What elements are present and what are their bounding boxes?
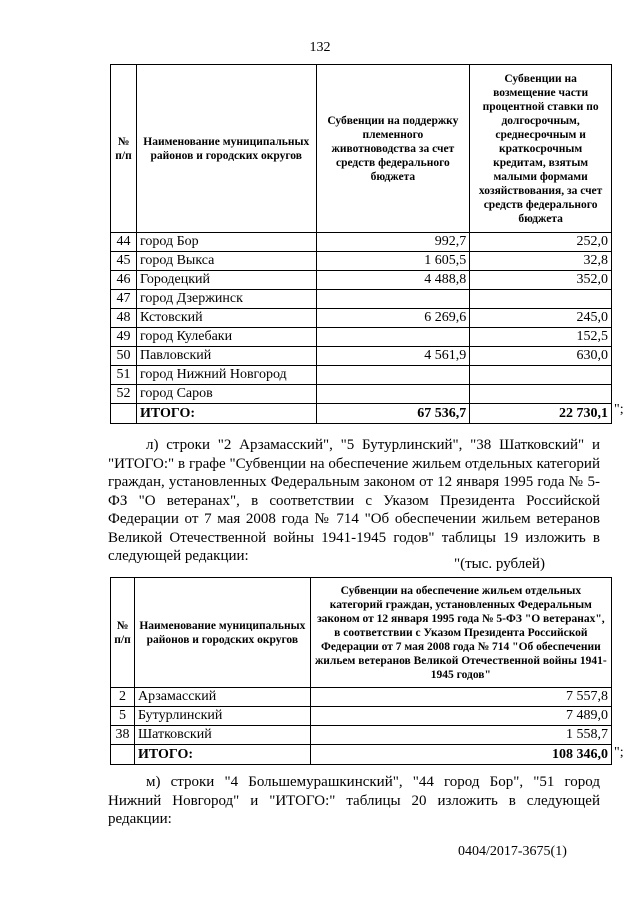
row-name: Городецкий xyxy=(136,271,316,290)
row-num: 47 xyxy=(111,290,137,309)
row-name: город Нижний Новгород xyxy=(136,366,316,385)
table-row xyxy=(111,347,612,366)
table-row xyxy=(111,385,612,404)
row-num: 45 xyxy=(111,252,137,271)
row-value-1 xyxy=(316,290,470,309)
total-value-2: 22 730,1 xyxy=(470,404,612,424)
row-value: 7 557,8 xyxy=(310,688,611,707)
row-name: город Дзержинск xyxy=(136,290,316,309)
table-row xyxy=(111,707,612,726)
row-value-1: 4 561,9 xyxy=(316,347,470,366)
table-row xyxy=(111,328,612,347)
row-num: 52 xyxy=(111,385,137,404)
header-interest-subsidy: Субвенции на возмещение части процентной ставки по долгосрочным, среднесрочным и краткосрочным кредитам, взятым малыми формами хозяйствования, за счет средств федерального бюджета xyxy=(470,65,612,233)
row-name: город Выкса xyxy=(136,252,316,271)
row-num: 51 xyxy=(111,366,137,385)
t2-total-label: ИТОГО: xyxy=(134,745,310,765)
row-value-1: 992,7 xyxy=(316,233,470,252)
row-num: 5 xyxy=(111,707,135,726)
row-value-2 xyxy=(470,366,612,385)
row-value-2: 352,0 xyxy=(470,271,612,290)
t2-header-housing-subsidy: Субвенции на обеспечение жильем отдельных категорий граждан, установленных Федеральным законом от 12 января 1995 года № 5-ФЗ "О ветеранах", в соответствии с Указом Президента Российской Федерации от 7 мая 2008 года № 714 "Об обеспечении жильем ветеранов Великой Отечественной войны 1941-1945 годов" xyxy=(310,578,611,688)
row-name: Шатковский xyxy=(134,726,310,745)
row-value: 1 558,7 xyxy=(310,726,611,745)
row-name: Кстовский xyxy=(136,309,316,328)
header-num: № п/п xyxy=(111,65,137,233)
table-row xyxy=(111,309,612,328)
t2-total-value: 108 346,0 xyxy=(310,745,611,765)
t2-total-num-cell xyxy=(111,745,135,765)
row-value-1: 1 605,5 xyxy=(316,252,470,271)
row-value-2: 32,8 xyxy=(470,252,612,271)
row-name: город Кулебаки xyxy=(136,328,316,347)
page-number: 132 xyxy=(309,40,331,55)
table-row xyxy=(111,233,612,252)
t2-header-name: Наименование муниципальных районов и городских округов xyxy=(134,578,310,688)
row-num: 44 xyxy=(111,233,137,252)
row-value-2 xyxy=(470,385,612,404)
total-label: ИТОГО: xyxy=(136,404,316,424)
table-20-continuation xyxy=(110,64,612,424)
row-num: 46 xyxy=(111,271,137,290)
row-name: Арзамасский xyxy=(134,688,310,707)
row-value-2: 245,0 xyxy=(470,309,612,328)
row-name: Бутурлинский xyxy=(134,707,310,726)
row-value-1: 6 269,6 xyxy=(316,309,470,328)
row-value-2: 630,0 xyxy=(470,347,612,366)
header-breeding-subsidy: Субвенции на поддержку племенного животноводства за счет средств федерального бюджета xyxy=(316,65,470,233)
paragraph-l-text: л) строки "2 Арзамасский", "5 Бутурлинский", "38 Шатковский" и "ИТОГО:" в графе "Субвенции на обеспечение жильем отдельных категорий граждан, установленных Федеральным законом от 12 января 1995 года № 5-ФЗ "О ветеранах", в соответствии с Указом Президента Российской Федерации от 7 мая 2008 года № 714 "Об обеспечении жильем ветеранов Великой Отечественной войны 1941-1945 годов" таблицы 19 изложить в следующей редакции: xyxy=(108,437,600,564)
row-num: 50 xyxy=(111,347,137,366)
header-name: Наименование муниципальных районов и городских округов xyxy=(136,65,316,233)
total-value-1: 67 536,7 xyxy=(316,404,470,424)
table2-closing-quote: "; xyxy=(614,745,624,760)
row-num: 48 xyxy=(111,309,137,328)
table-row xyxy=(111,271,612,290)
row-name: город Саров xyxy=(136,385,316,404)
row-num: 2 xyxy=(111,688,135,707)
table-row xyxy=(111,726,612,745)
row-value-1 xyxy=(316,385,470,404)
paragraph-m xyxy=(108,773,600,829)
row-value-2: 252,0 xyxy=(470,233,612,252)
total-num-cell xyxy=(111,404,137,424)
row-value-2: 152,5 xyxy=(470,328,612,347)
row-value-2 xyxy=(470,290,612,309)
t2-header-num: № п/п xyxy=(111,578,135,688)
row-value-1: 4 488,8 xyxy=(316,271,470,290)
table-row xyxy=(111,290,612,309)
paragraph-l xyxy=(108,436,600,566)
row-num: 38 xyxy=(111,726,135,745)
table-row xyxy=(111,688,612,707)
units-label: "(тыс. рублей) xyxy=(454,556,545,572)
document-code: 0404/2017-3675(1) xyxy=(458,844,567,859)
row-value-1 xyxy=(316,366,470,385)
table1-closing-quote: "; xyxy=(614,402,624,417)
table-row xyxy=(111,252,612,271)
table-row xyxy=(111,366,612,385)
row-value: 7 489,0 xyxy=(310,707,611,726)
row-name: город Бор xyxy=(136,233,316,252)
row-value-1 xyxy=(316,328,470,347)
paragraph-m-text: м) строки "4 Большемурашкинский", "44 город Бор", "51 город Нижний Новгород" и "ИТОГО:" таблицы 20 изложить в следующей редакции: xyxy=(108,774,600,827)
table-19-excerpt xyxy=(110,577,612,765)
row-name: Павловский xyxy=(136,347,316,366)
row-num: 49 xyxy=(111,328,137,347)
